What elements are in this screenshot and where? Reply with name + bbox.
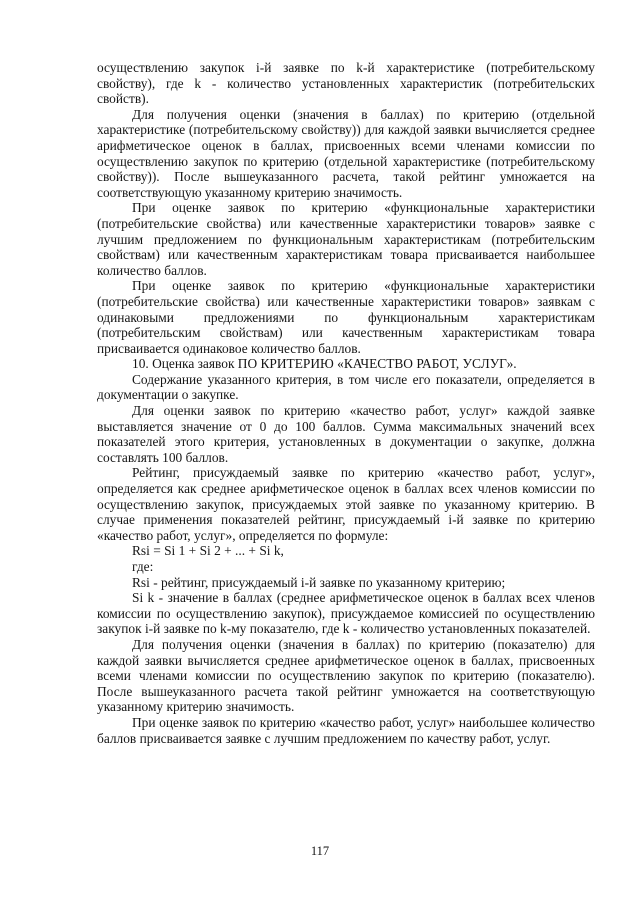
paragraph-continuation: осуществлению закупок i-й заявке по k-й характеристике (потребительскому свойству), где k - количество установленных характеристик (потребительских свойств). [97, 60, 595, 107]
formula: Rsi = Si 1 + Si 2 + ... + Si k, [132, 543, 284, 559]
paragraph-best-quality: При оценке заявок по критерию «качество работ, услуг» наибольшее количество баллов присваивается заявке с лучшим предложением по качеству работ, услуг. [97, 714, 595, 746]
paragraph-best-offer: При оценке заявок по критерию «функциональные характеристики (потребительские свойства) или качественные характеристики товаров» заявке с лучшим предложением по функциональным характеристикам (потребительским свойствам) или качественным характеристикам товара присваивается наибольшее количество баллов. [97, 200, 595, 278]
paragraph-indicator-score: Для получения оценки (значения в баллах) по критерию (показателю) для каждой заявки вычисляется среднее арифметическое оценок в баллах, присвоенных всеми членами комиссии по осуществлению закупок по критерию (показателю). После вышеуказанного расчета такой рейтинг умножается на соответствующую указанному критерию значимость. [97, 636, 595, 715]
formula-sik-definition: Si k - значение в баллах (среднее арифметическое оценок в баллах всех членов комиссии по осуществлению закупок), присуждаемое комиссией по осуществлению закупок i-й заявке по k-му показателю, где k - количество установленных показателей. [97, 590, 595, 637]
formula-where: где: [132, 559, 154, 574]
body-text [97, 60, 595, 746]
paragraph-rating-definition: Рейтинг, присуждаемый заявке по критерию «качество работ, услуг», определяется как среднее арифметическое оценок в баллах всех членов комиссии по осуществлению закупок, присуждаемых этой заявке по указанному критерию. В случае применения показателей рейтинг, присуждаемый i-й заявке по критерию «качество работ, услуг», определяется по формуле: [97, 465, 595, 543]
paragraph-score-calculation: Для получения оценки (значения в баллах) по критерию (отдельной характеристике (потребительскому свойству)) для каждой заявки вычисляется среднее арифметическое оценок в баллах, присвоенных всеми членами комиссии по осуществлению закупок по критерию (отдельной характеристике (потребительскому свойству)). После вышеуказанного расчета, такой рейтинг умножается на соответствующую указанному критерию значимость. [97, 106, 595, 200]
paragraph-score-range: Для оценки заявок по критерию «качество работ, услуг» каждой заявке выставляется значение от 0 до 100 баллов. Сумма максимальных значений всех показателей этого критерия, установленных в документации о закупке, должна составлять 100 баллов. [97, 403, 595, 465]
formula-rsi-definition: Rsi - рейтинг, присуждаемый i-й заявке по указанному критерию; [132, 574, 506, 590]
section-heading-quality: 10. Оценка заявок ПО КРИТЕРИЮ «КАЧЕСТВО РАБОТ, УСЛУГ». [132, 356, 517, 372]
paragraph-criterion-content: Содержание указанного критерия, в том числе его показатели, определяется в документации о закупке. [97, 371, 595, 403]
paragraph-equal-offers: При оценке заявок по критерию «функциональные характеристики (потребительские свойства) или качественные характеристики товаров» заявкам с одинаковыми предложениями по функциональным характеристикам (потребительским свойствам) или качественным характеристикам товара присваивается одинаковое количество баллов. [97, 278, 595, 356]
page-number: 117 [310, 844, 330, 858]
